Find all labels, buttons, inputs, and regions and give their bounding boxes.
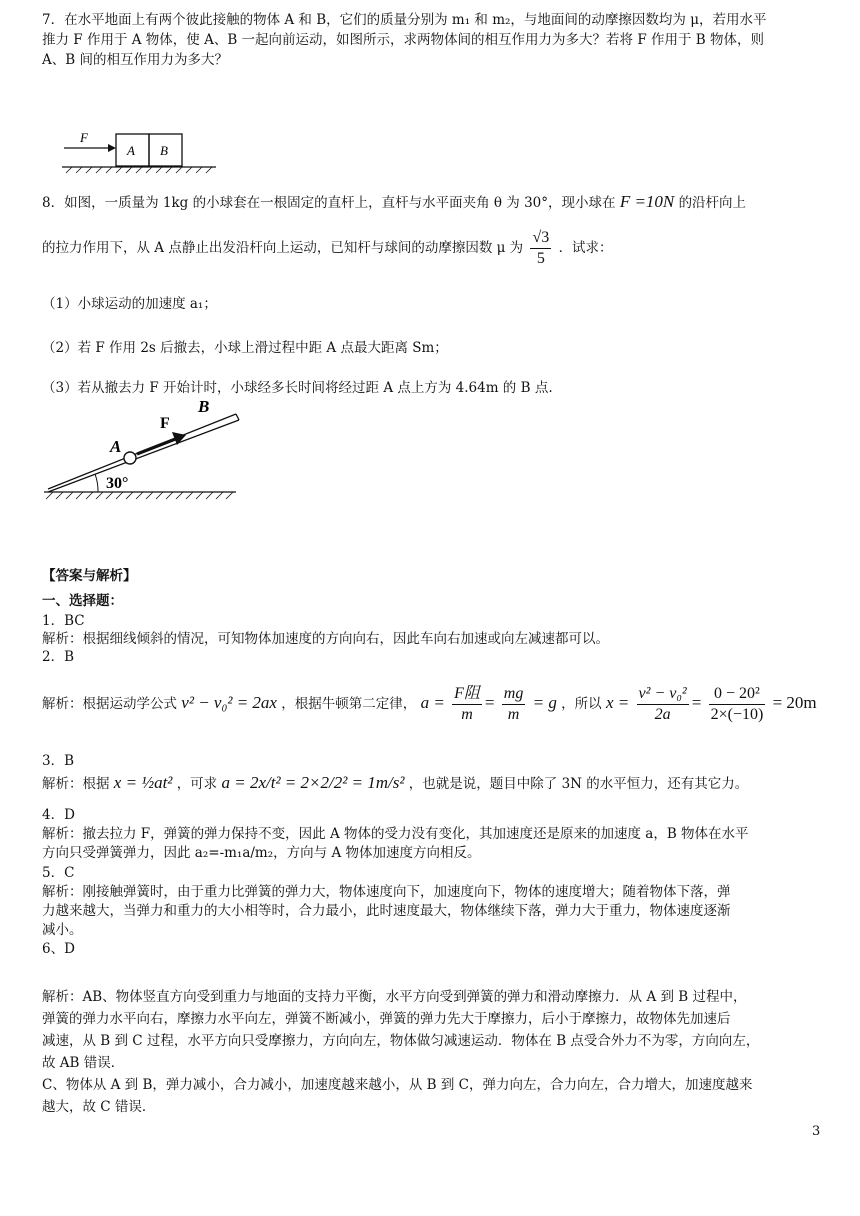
answer-3-number: 3．B bbox=[42, 753, 75, 769]
a2-frac-2 bbox=[502, 684, 526, 725]
q8-force-value: F =10N bbox=[619, 192, 675, 211]
block-b-label: B bbox=[160, 143, 168, 158]
point-a-label: A bbox=[110, 437, 122, 456]
a3-text-b: ，可求 bbox=[176, 776, 218, 792]
answer-5-line-2: 力越来越大，当弹力和重力的大小相等时，合力最小，此时速度最大，物体继续下落，弹力大于重力，物体速度逐渐 bbox=[42, 903, 731, 920]
angle-label: 30° bbox=[106, 475, 129, 492]
a2-frac-2-num: mg bbox=[502, 684, 526, 705]
q7-figure bbox=[56, 124, 226, 174]
a2-eq-3-rhs: = 20m bbox=[772, 693, 817, 712]
answers-4-to-6 bbox=[42, 806, 822, 960]
angle-arc bbox=[95, 474, 98, 492]
question-8 bbox=[42, 192, 822, 213]
answer-2-explanation: 解析：根据运动学公式 v² − v₀² = 2ax ，根据牛顿第二定律， a = $\frac{\text{F阻}}{m}$ = $\frac{mg}{m}$ = g ，所以 x = $\frac{\text{v² − v₀²}}{2a}$ = $\frac{\text{0 − 20²}}{2\times(-10)}$ = 20m bbox=[42, 685, 817, 723]
q8-sub-2: （2）若 F 作用 2s 后撤去，小球上滑过程中距 A 点最大距离 Sm； bbox=[42, 340, 448, 356]
answer-4-line-1: 解析：撤去拉力 F，弹簧的弹力保持不变，因此 A 物体的受力没有变化，其加速度还是原来的加速度 a，B 物体在水平 bbox=[42, 826, 749, 843]
a3-eq-2: a = 2x/t² = 2×2/2² = 1m/s² bbox=[221, 773, 405, 792]
ground-hatch bbox=[66, 167, 212, 173]
a2-text-a: 解析：根据运动学公式 bbox=[42, 696, 177, 712]
a2-frac-3-den: 2a bbox=[654, 706, 671, 723]
q8-line-2a: 的拉力作用下，从 A 点静止出发沿杆向上运动，已知杆与球间的动摩擦因数 μ 为 bbox=[42, 240, 524, 256]
a2-frac-1 bbox=[452, 684, 482, 725]
answer-5-number: 5．C bbox=[42, 864, 75, 881]
answer-4-line-2: 方向只受弹簧弹力，因此 a₂=-m₁a/m₂，方向与 A 物体加速度方向相反。 bbox=[42, 845, 481, 862]
a2-frac-1-den: m bbox=[461, 706, 473, 723]
q7-line-2: 推力 F 作用于 A 物体，使 A、B 一起向前运动，如图所示，求两物体间的相互作用力为多大？若将 F 作用于 B 物体，则 bbox=[42, 32, 764, 48]
section-heading: 一、选择题： bbox=[42, 593, 123, 609]
q8-line-2-wrap bbox=[42, 228, 822, 269]
a2-frac-2-den: m bbox=[507, 706, 520, 723]
q7-line-1: 7．在水平地面上有两个彼此接触的物体 A 和 B，它们的质量分别为 m₁ 和 m₂，与地面间的动摩擦因数均为 μ，若用水平 bbox=[42, 12, 767, 28]
answer-6-line-5: C、物体从 A 到 B，弹力减小，合力减小，加速度越来越小，从 B 到 C，弹力向左，合力向左，合力增大，加速度越来 bbox=[42, 1077, 753, 1093]
a3-text-c: ，也就是说，题目中除了 3N 的水平恒力，还有其它力。 bbox=[408, 776, 749, 792]
answer-6-line-4: 故 AB 错误． bbox=[42, 1055, 125, 1071]
answer-6-line-1: 解析：AB、物体竖直方向受到重力与地面的支持力平衡，水平方向受到弹簧的弹力和滑动摩擦力．从 A 到 B 过程中， bbox=[42, 989, 747, 1005]
a2-frac-3-num: v² − v₀² bbox=[637, 684, 689, 705]
mu-fraction bbox=[530, 228, 551, 269]
answers-heading: 【答案与解析】 bbox=[42, 568, 137, 584]
rod-end bbox=[236, 414, 239, 420]
mu-numerator: √3 bbox=[530, 228, 551, 249]
q8-figure bbox=[40, 396, 250, 504]
force-arrow-head bbox=[108, 144, 116, 152]
a2-eq-1: v² − v₀² = 2ax bbox=[181, 693, 277, 712]
a2-text-b: ，根据牛顿第二定律， bbox=[281, 696, 417, 712]
answer-6-number: 6、D bbox=[42, 941, 75, 958]
incline-rod-bottom bbox=[48, 420, 239, 492]
a3-eq-1: x = ½at² bbox=[113, 773, 173, 792]
answer-6-line-6: 越大，故 C 错误． bbox=[42, 1099, 156, 1115]
answer-1 bbox=[42, 612, 822, 666]
a2-text-c: ，所以 bbox=[561, 696, 602, 712]
answer-1-text: 解析：根据细线倾斜的情况，可知物体加速度的方向向右，因此车向右加速或向左减速都可以。 bbox=[42, 631, 609, 647]
q8-line-1 bbox=[42, 192, 822, 213]
answer-5-line-3: 减小。 bbox=[42, 922, 83, 939]
a2-frac-3 bbox=[637, 684, 689, 725]
force-label: F bbox=[80, 130, 88, 145]
answer-2-number: 2．B bbox=[42, 649, 75, 665]
answer-6-line-2: 弹簧的弹力水平向右，摩擦力水平向左，弹簧不断减小，弹簧的弹力先大于摩擦力，后小于摩擦力，故物体先加速后 bbox=[42, 1011, 731, 1027]
answer-6-explanation bbox=[42, 986, 822, 1118]
ground-hatch bbox=[46, 492, 233, 499]
mu-denominator: 5 bbox=[536, 250, 545, 267]
question-7 bbox=[42, 10, 822, 70]
a2-frac-4 bbox=[709, 684, 766, 725]
force-label: F bbox=[160, 415, 170, 432]
q8-line-2 bbox=[42, 228, 822, 269]
a2-eq-2-lhs: a = bbox=[420, 693, 445, 712]
answer-4-number: 4．D bbox=[42, 807, 75, 823]
a2-frac-1-num: F阻 bbox=[452, 684, 482, 705]
point-b-label: B bbox=[198, 397, 210, 416]
page-number: 3 bbox=[812, 1124, 821, 1139]
answer-1-number: 1．BC bbox=[42, 613, 85, 629]
ball bbox=[124, 452, 136, 464]
answer-3-explanation bbox=[42, 770, 822, 797]
a2-eq-2-rhs: = g bbox=[532, 693, 557, 712]
q8-sub-1: （1）小球运动的加速度 a₁； bbox=[42, 296, 217, 312]
a3-text-a: 解析：根据 bbox=[42, 776, 110, 792]
a2-eq-3-lhs: x = bbox=[605, 693, 630, 712]
a2-frac-4-den: 2×(−10) bbox=[710, 706, 764, 723]
answer-5-line-1: 解析：刚接触弹簧时，由于重力比弹簧的弹力大，物体速度向下，加速度向下，物体的速度增大；随着物体下落，弹 bbox=[42, 883, 731, 900]
q8-line-2b: ．试求： bbox=[558, 240, 613, 256]
q8-line-1b: 的沿杆向上 bbox=[678, 195, 747, 211]
answer-6-line-3: 减速，从 B 到 C 过程，水平方向只受摩擦力，方向向左，物体做匀减速运动．物体在 B 点受合外力不为零，方向向左， bbox=[42, 1033, 760, 1049]
q7-line-3: A、B 间的相互作用力为多大？ bbox=[42, 52, 228, 68]
block-a-label: A bbox=[127, 143, 135, 158]
a2-frac-4-num: 0 − 20² bbox=[709, 684, 766, 705]
q8-sub-3: （3）若从撤去力 F 开始计时，小球经多长时间将经过距 A 点上方为 4.64m 的 B 点. bbox=[42, 380, 553, 396]
q8-line-1a: 8．如图，一质量为 1kg 的小球套在一根固定的直杆上，直杆与水平面夹角 θ 为 30°，现小球在 bbox=[42, 195, 616, 211]
